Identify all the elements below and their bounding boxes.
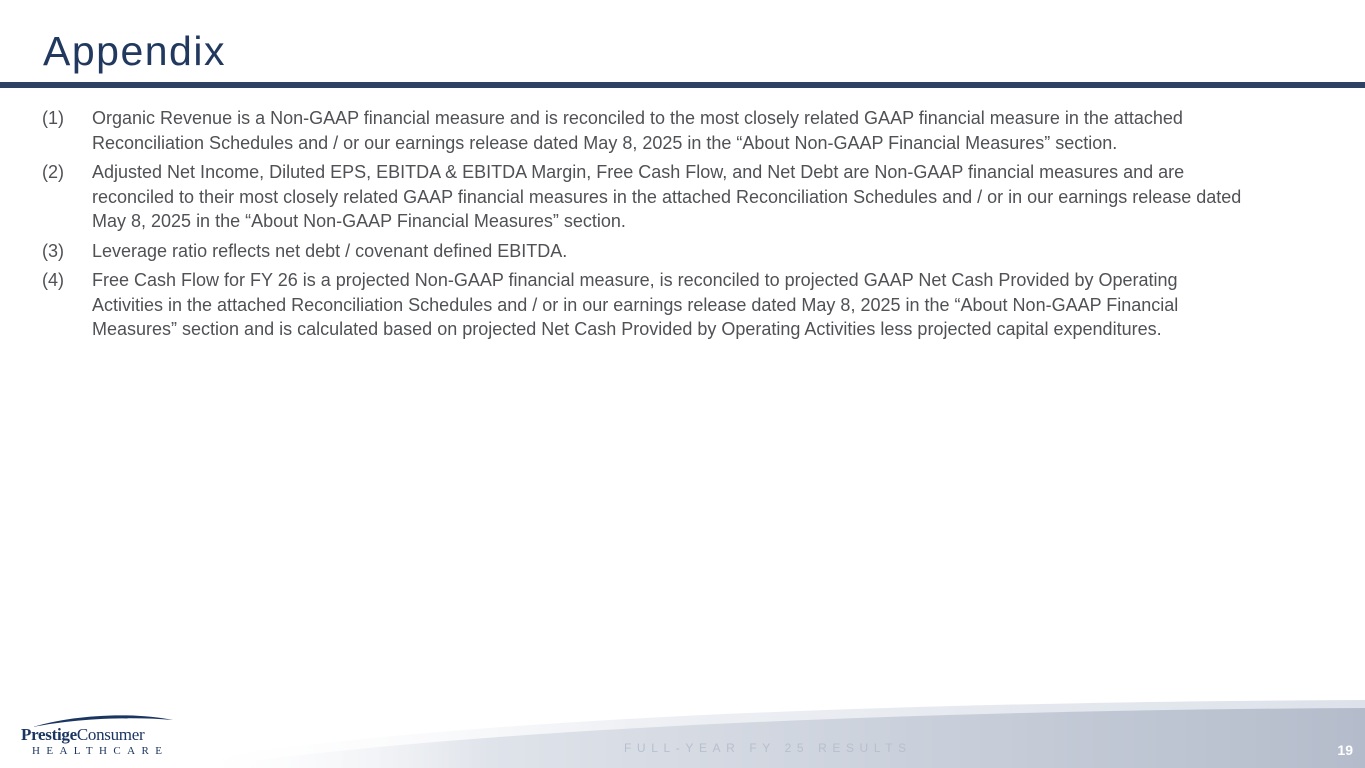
footnote-item: [42, 268, 1242, 342]
logo-word-consumer: Consumer: [76, 725, 145, 744]
logo-word-prestige: Prestige: [21, 725, 77, 744]
footnote-item: [42, 106, 1242, 155]
footnote-item: [42, 239, 1242, 264]
footnote-marker: (3): [42, 240, 64, 261]
footnote-text: Free Cash Flow for FY 26 is a projected Non-GAAP financial measure, is reconciled to projected GAAP Net Cash Provided by Operating Activities in the attached Reconciliation Schedules and / or in our earnings release dated May 8, 2025 in the “About Non-GAAP Financial Measures” section and is calculated based on projected Net Cash Provided by Operating Activities less projected capital expenditures.: [92, 270, 1179, 339]
footnote-text: Leverage ratio reflects net debt / covenant defined EBITDA.: [92, 240, 568, 261]
title-divider: [0, 82, 1365, 88]
logo-subtitle: HEALTHCARE: [32, 745, 169, 757]
footnote-marker: (1): [42, 108, 64, 128]
footnote-marker: (4): [42, 270, 64, 290]
slide-title: Appendix: [43, 28, 226, 74]
footer-wave-decoration: [0, 698, 1365, 768]
footer-label: FULL-YEAR FY 25 RESULTS: [624, 741, 912, 755]
footnote-text: Adjusted Net Income, Diluted EPS, EBITDA & EBITDA Margin, Free Cash Flow, and Net Debt are Non-GAAP financial measures and are reconciled to their most closely related GAAP financial measures in the attached Reconciliation Schedules and / or in our earnings release dated May 8, 2025 in the “About Non-GAAP Financial Measures” section.: [92, 162, 1242, 231]
logo-wordmark: [21, 725, 144, 745]
footnote-list: [42, 106, 1242, 347]
page-number: 19: [1337, 742, 1353, 758]
company-logo: [21, 712, 169, 760]
footnote-item: [42, 160, 1242, 234]
footnote-text: Organic Revenue is a Non-GAAP financial measure and is reconciled to the most closely related GAAP financial measure in the attached Reconciliation Schedules and / or our earnings release dated May 8, 2025 in the “About Non-GAAP Financial Measures” section.: [92, 108, 1183, 153]
footnote-marker: (2): [42, 162, 64, 182]
